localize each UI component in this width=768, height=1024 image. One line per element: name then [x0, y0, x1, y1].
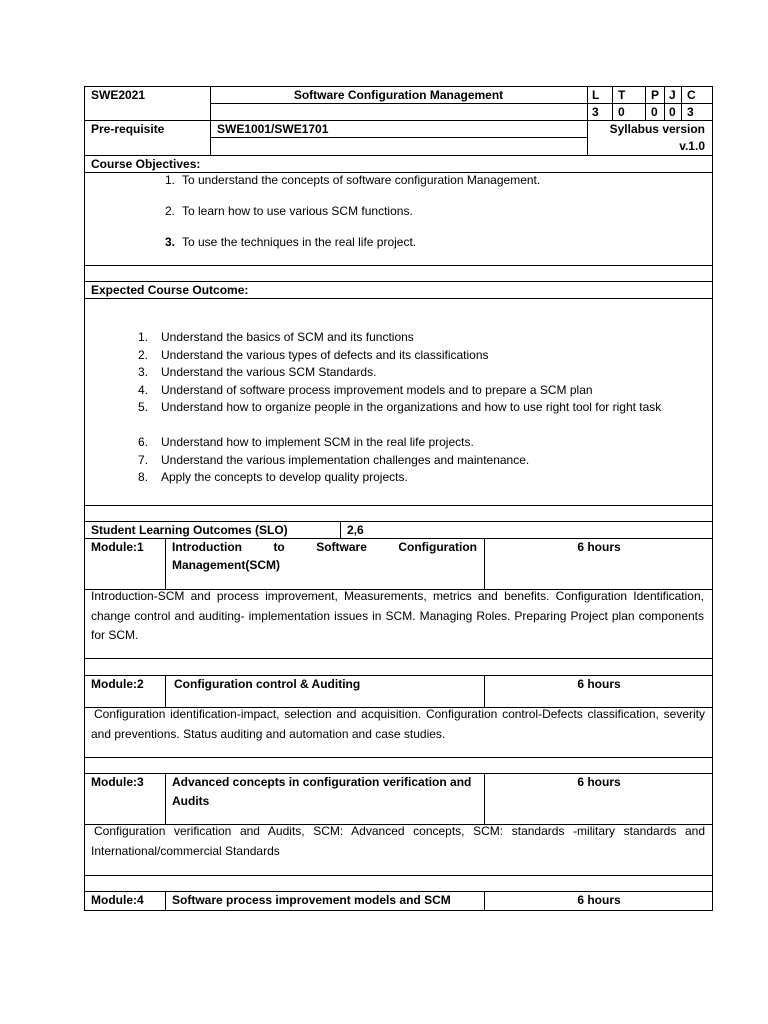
outcome-item: 3. Understand the various SCM Standards.: [137, 365, 377, 379]
syllabus-value: v.1.0: [679, 139, 705, 153]
module-content: Introduction-SCM and process improvement, Measurements, metrics and benefits. Configuration Identification, change control and auditing- implementation issues in SCM. Managing Roles. Preparing Project plan components for SCM.: [91, 589, 704, 642]
spacer-row: [84, 505, 713, 522]
prereq-value: SWE1001/SWE1701: [217, 122, 329, 136]
syllabus-label: Syllabus version: [609, 122, 705, 136]
divider: [165, 891, 166, 911]
slo-value: 2,6: [347, 523, 364, 537]
outcome-item: 4. Understand of software process improvement models and to prepare a SCM plan: [137, 383, 593, 397]
outcomes-heading: Expected Course Outcome:: [91, 283, 249, 297]
spacer-row: [84, 757, 713, 774]
ltpjc-label-l: L: [592, 88, 600, 102]
divider: [340, 521, 341, 539]
module-title: Introduction to Software Configuration Management(SCM): [172, 540, 477, 572]
ltpjc-label-j: J: [669, 88, 676, 102]
course-title: Software Configuration Management: [293, 88, 504, 102]
ltpjc-label-c: C: [687, 88, 696, 102]
module-label: Module:4: [91, 893, 144, 907]
module-content: Configuration verification and Audits, SCM: Advanced concepts, SCM: standards -military standards and International/commercial Standards: [91, 824, 705, 858]
module-title: Software process improvement models and SCM: [172, 893, 451, 907]
slo-label: Student Learning Outcomes (SLO): [91, 523, 288, 537]
objectives-heading: Course Objectives:: [91, 157, 201, 171]
divider: [165, 675, 166, 708]
prereq-label: Pre-requisite: [91, 122, 165, 136]
course-code: SWE2021: [91, 88, 146, 102]
module-hours: 6 hours: [577, 893, 621, 907]
module-content: Configuration identification-impact, selection and acquisition. Configuration control-Defects classification, severity and preventions. Status auditing and automation and case studies.: [91, 707, 705, 741]
outcome-item: 6. Understand how to implement SCM in the real life projects.: [137, 435, 474, 449]
ltpjc-value-p: 0: [651, 105, 658, 119]
module-title: Advanced concepts in configuration verification and Audits: [172, 775, 472, 808]
outcome-item: 2. Understand the various types of defects and its classifications: [137, 348, 489, 362]
spacer-row: [84, 658, 713, 676]
divider: [165, 773, 166, 825]
divider: [681, 86, 682, 120]
ltpjc-label-t: T: [618, 88, 626, 102]
spacer-row: [84, 875, 713, 892]
objective-item: 2. To learn how to use various SCM functions.: [164, 204, 413, 218]
divider: [645, 86, 646, 120]
ltpjc-value-t: 0: [618, 105, 625, 119]
objective-item: 1. To understand the concepts of software configuration Management.: [164, 173, 541, 187]
outcome-item: 8. Apply the concepts to develop quality projects.: [137, 470, 408, 484]
divider: [664, 86, 665, 120]
module-label: Module:2: [91, 677, 144, 691]
outcome-item: 1. Understand the basics of SCM and its functions: [137, 330, 414, 344]
ltpjc-value-l: 3: [592, 105, 599, 119]
ltpjc-value-c: 3: [687, 105, 694, 119]
module-hours: 6 hours: [577, 677, 621, 691]
objective-item: 3. To use the techniques in the real life project.: [164, 235, 417, 249]
module-title: Configuration control & Auditing: [174, 677, 361, 691]
spacer-row: [84, 265, 713, 282]
divider: [165, 538, 166, 590]
outcome-item: 7. Understand the various implementation challenges and maintenance.: [137, 453, 530, 467]
ltpjc-label-p: P: [651, 88, 660, 102]
module-label: Module:3: [91, 775, 144, 789]
module-label: Module:1: [91, 540, 144, 554]
ltpjc-value-j: 0: [669, 105, 676, 119]
divider: [612, 86, 613, 120]
module-hours: 6 hours: [577, 540, 621, 554]
module-hours: 6 hours: [577, 775, 621, 789]
outcome-item: 5. Understand how to organize people in the organizations and how to use right tool for right task: [137, 400, 662, 414]
